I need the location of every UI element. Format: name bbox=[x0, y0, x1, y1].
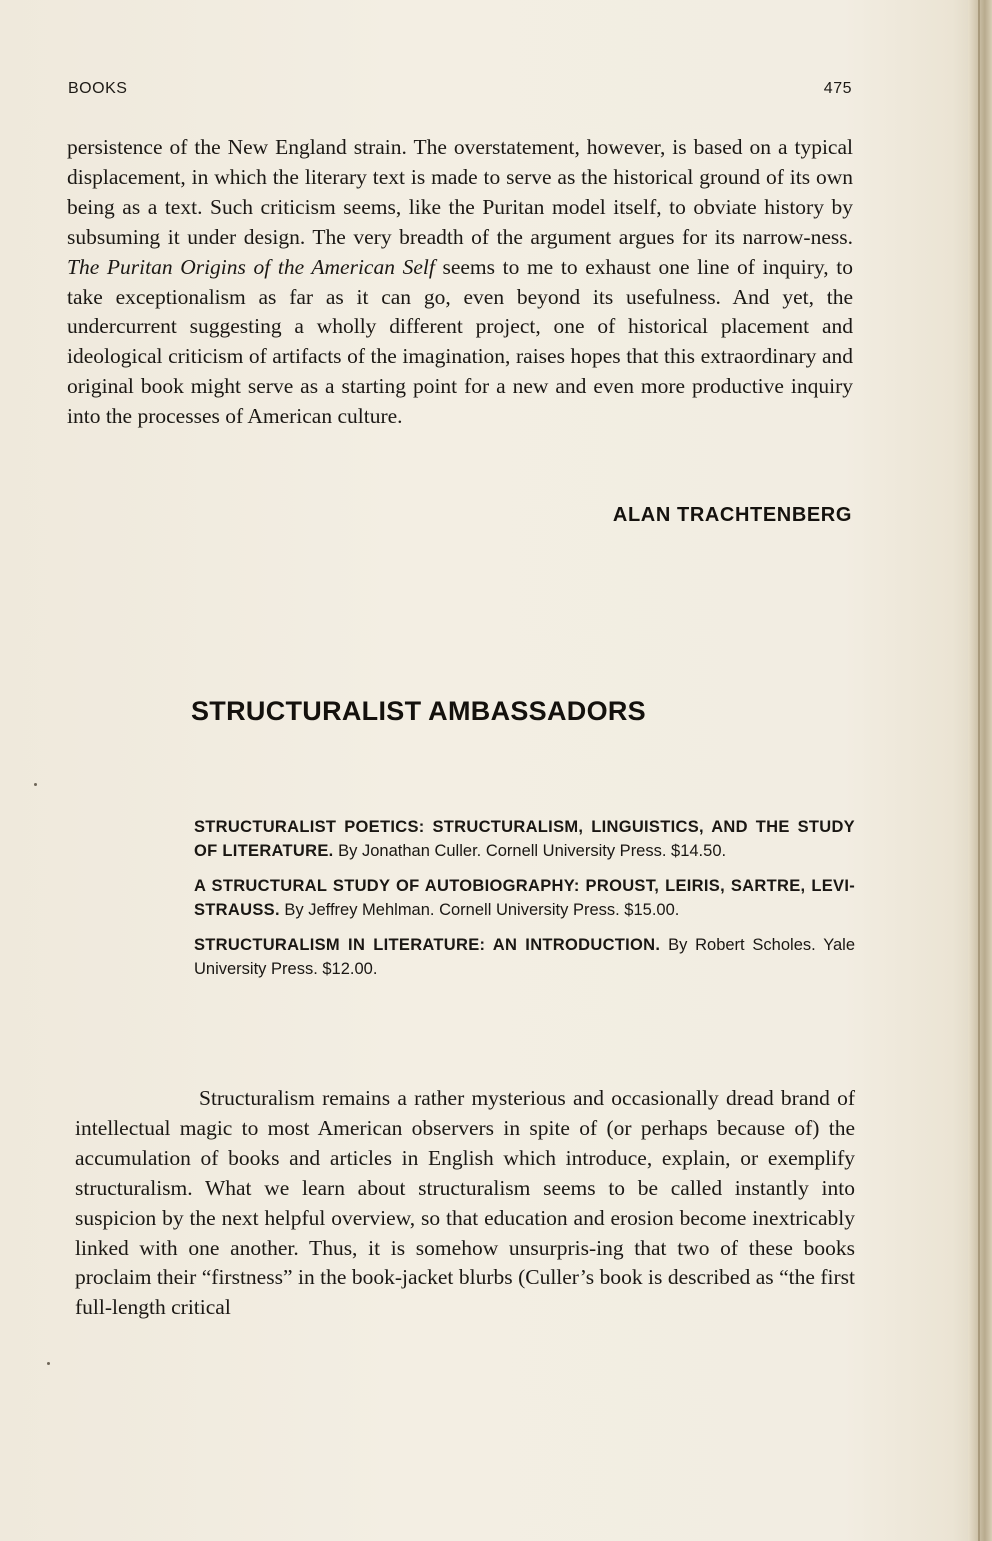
running-head bbox=[68, 80, 852, 102]
reviewed-books-list bbox=[194, 816, 855, 993]
book-entry-details: By Jonathan Culler. Cornell University Press. $14.50. bbox=[333, 841, 727, 860]
book-spine-shadow bbox=[968, 0, 992, 1541]
book-entry-details: By Jeffrey Mehlman. Cornell University Press. $15.00. bbox=[279, 900, 680, 919]
book-entry bbox=[194, 875, 855, 922]
book-entry bbox=[194, 816, 855, 863]
review-opening-paragraph: Structuralism remains a rather mysterious and occasionally dread brand of intellectual magic to most American observers in spite of (or perhaps because of) the accumulation of books and articles in English which introduce, explain, or exemplify structuralism. What we learn about structuralism seems to be called instantly into suspicion by the next helpful overview, so that education and erosion become inextricably linked with one another. Thus, it is somehow unsurpris-ing that two of these books proclaim their “firstness” in the book-jacket blurbs (Culler’s book is described as “the first full-length critical bbox=[75, 1086, 855, 1320]
paper-speck bbox=[47, 1362, 50, 1365]
book-entry-title: STRUCTURALISM IN LITERATURE: AN INTRODUCTION. bbox=[194, 936, 661, 954]
book-entry-title: A STRUCTURAL STUDY OF AUTOBIOGRAPHY: PROUST, LEIRIS, SARTRE, LEVI-STRAUSS. bbox=[194, 877, 855, 919]
book-entry bbox=[194, 934, 855, 981]
paragraph-text: persistence of the New England strain. The overstatement, however, is based on a typical displacement, in which the literary text is made to serve as the historical ground of its own being as a text. Such criticism seems, like the Puritan model itself, to obviate history by subsuming it under design. The very breadth of the argument argues for its narrow-ness. bbox=[67, 135, 853, 249]
paragraph-text-rest: seems to me to exhaust one line of inquiry, to take exceptionalism as far as it can go, even beyond its usefulness. And yet, the undercurrent suggesting a wholly different project, one of historical placement and ideological criticism of artifacts of the imagination, raises hopes that this extraordinary and original book might serve as a starting point for a new and even more productive inquiry into the processes of American culture. bbox=[67, 254, 853, 429]
book-title-italic: The Puritan Origins of the American Self bbox=[67, 254, 435, 279]
book-entry-title: STRUCTURALIST POETICS: STRUCTURALISM, LINGUISTICS, AND THE STUDY OF LITERATURE. bbox=[194, 818, 855, 860]
paragraph-continued bbox=[67, 133, 853, 432]
paper-speck bbox=[34, 783, 37, 786]
book-entry-details: By Robert Scholes. Yale University Press. $12.00. bbox=[194, 936, 855, 978]
review-title: STRUCTURALIST AMBASSADORS bbox=[191, 696, 646, 726]
section-name: BOOKS bbox=[68, 80, 128, 97]
reviewer-signature: ALAN TRACHTENBERG bbox=[612, 504, 852, 526]
page-number: 475 bbox=[823, 80, 852, 97]
